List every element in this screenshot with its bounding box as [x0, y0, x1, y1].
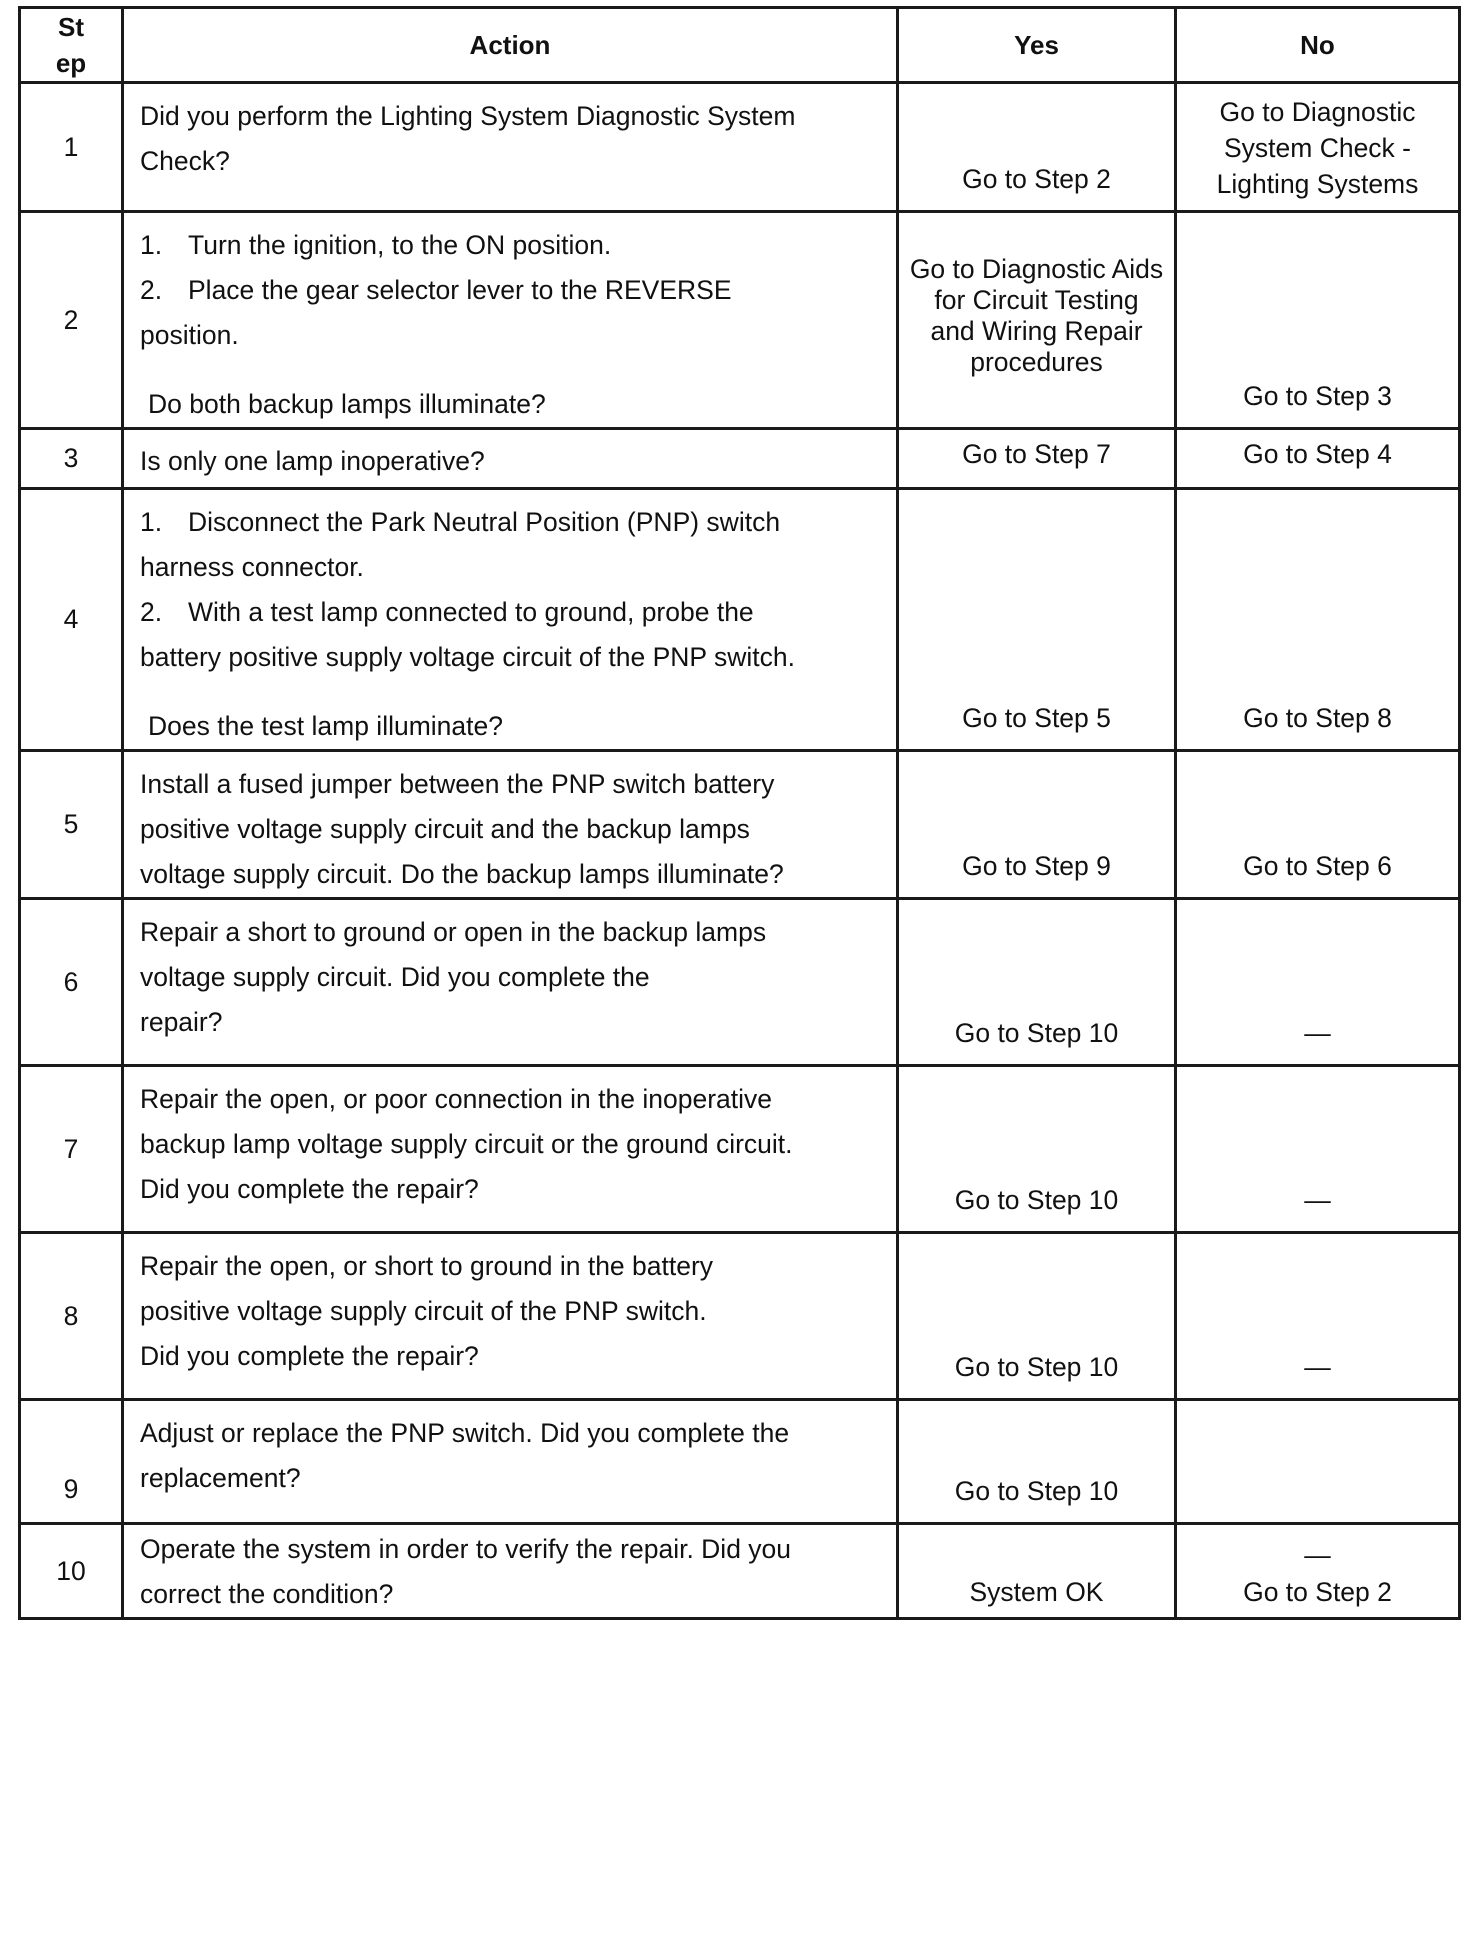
action-steps: 1. Disconnect the Park Neutral Position (PNP) switch harness connector. 2. With a test lamp connected to ground, probe the battery positive supply voltage circuit of the PNP switch.	[140, 507, 795, 672]
no-cell: Go to Step 8	[1176, 489, 1460, 751]
table-row	[20, 899, 1460, 1066]
step-number: 9	[20, 1400, 123, 1524]
step-number: 10	[20, 1524, 123, 1619]
table-row	[20, 489, 1460, 751]
yes-cell: Go to Step 10	[898, 1066, 1176, 1233]
step-number: 1	[20, 83, 123, 212]
yes-cell: System OK	[898, 1524, 1176, 1619]
step-number: 2	[20, 212, 123, 429]
step-number: 5	[20, 751, 123, 899]
yes-cell: Go to Step 5	[898, 489, 1176, 751]
action-steps: 1. Turn the ignition, to the ON position. 2. Place the gear selector lever to the REVERSE position.	[140, 230, 732, 350]
table-row	[20, 1233, 1460, 1400]
no-cell	[1176, 1400, 1460, 1524]
no-cell: —	[1176, 1066, 1460, 1233]
table-row	[20, 212, 1460, 429]
yes-cell: Go to Diagnostic Aids for Circuit Testing and Wiring Repair procedures	[898, 212, 1176, 429]
step-number: 8	[20, 1233, 123, 1400]
table-row	[20, 1524, 1460, 1619]
yes-cell: Go to Step 2	[898, 83, 1176, 212]
table-row	[20, 1066, 1460, 1233]
no-cell: — Go to Step 2	[1176, 1524, 1460, 1619]
header-action: Action	[123, 8, 898, 83]
table-row	[20, 1400, 1460, 1524]
step-number: 6	[20, 899, 123, 1066]
action-cell: Install a fused jumper between the PNP switch battery positive voltage supply circuit and the backup lamps voltage supply circuit. Do the backup lamps illuminate?	[123, 751, 898, 899]
action-cell: Did you perform the Lighting System Diagnostic System Check?	[123, 83, 898, 212]
header-step: St ep	[20, 8, 123, 83]
action-cell: Repair a short to ground or open in the backup lamps voltage supply circuit. Did you complete the repair?	[123, 899, 898, 1066]
step-number: 4	[20, 489, 123, 751]
action-cell	[123, 212, 898, 429]
action-cell: Repair the open, or short to ground in the battery positive voltage supply circuit of the PNP switch. Did you complete the repair?	[123, 1233, 898, 1400]
no-cell: Go to Step 4	[1176, 429, 1460, 489]
no-cell: —	[1176, 1233, 1460, 1400]
step-number: 7	[20, 1066, 123, 1233]
yes-cell: Go to Step 7	[898, 429, 1176, 489]
yes-cell: Go to Step 9	[898, 751, 1176, 899]
no-cell: Go to Step 3	[1176, 212, 1460, 429]
action-cell: Is only one lamp inoperative?	[123, 429, 898, 489]
table-row	[20, 751, 1460, 899]
no-cell: Go to Diagnostic System Check - Lighting Systems	[1176, 83, 1460, 212]
action-cell	[123, 489, 898, 751]
diagnostic-table	[18, 6, 1461, 1620]
no-cell: —	[1176, 899, 1460, 1066]
yes-cell: Go to Step 10	[898, 1233, 1176, 1400]
yes-cell: Go to Step 10	[898, 1400, 1176, 1524]
table-row	[20, 429, 1460, 489]
action-cell: Adjust or replace the PNP switch. Did you complete the replacement?	[123, 1400, 898, 1524]
header-yes: Yes	[898, 8, 1176, 83]
action-question: Does the test lamp illuminate?	[148, 711, 503, 741]
header-no: No	[1176, 8, 1460, 83]
no-cell: Go to Step 6	[1176, 751, 1460, 899]
action-cell: Repair the open, or poor connection in the inoperative backup lamp voltage supply circuit or the ground circuit. Did you complete the repair?	[123, 1066, 898, 1233]
table-row	[20, 83, 1460, 212]
yes-cell: Go to Step 10	[898, 899, 1176, 1066]
header-row	[20, 8, 1460, 83]
action-question: Do both backup lamps illuminate?	[148, 389, 546, 419]
action-cell: Operate the system in order to verify the repair. Did you correct the condition?	[123, 1524, 898, 1619]
step-number: 3	[20, 429, 123, 489]
